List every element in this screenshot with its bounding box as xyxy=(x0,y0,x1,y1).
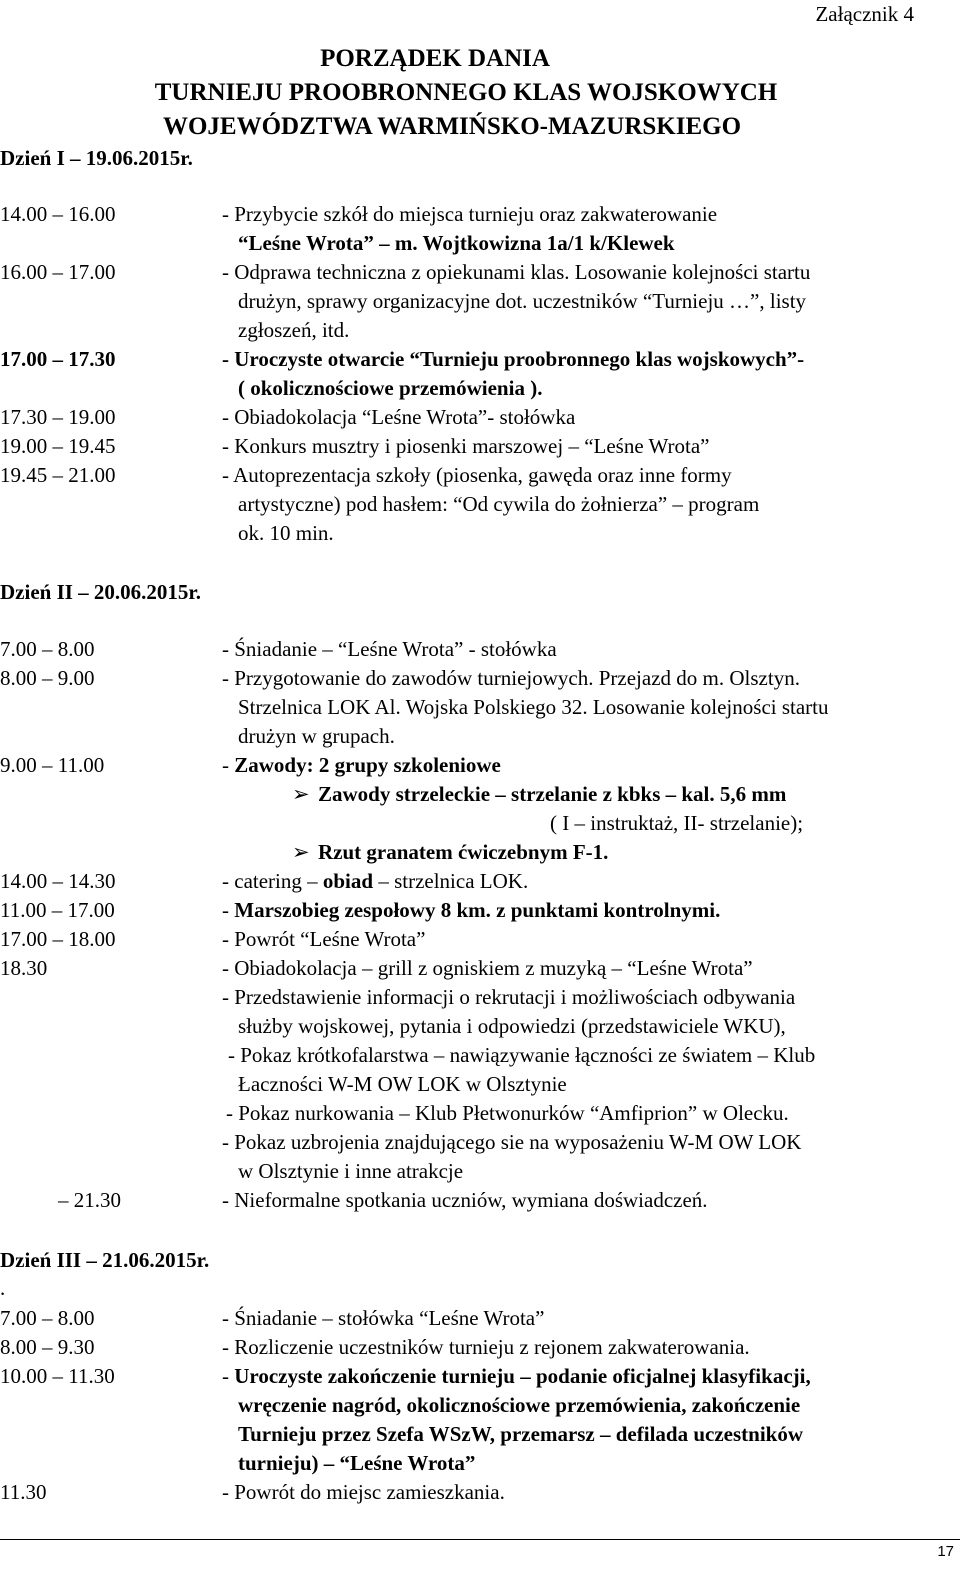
schedule-row xyxy=(0,403,960,432)
schedule-row xyxy=(0,896,960,925)
row-text: - catering – xyxy=(222,869,323,893)
arrow-bullet-icon: ➢ xyxy=(292,782,310,806)
schedule-row xyxy=(0,1304,960,1333)
bullet-item xyxy=(222,780,958,809)
row-text: Łaczności W-M OW LOK w Olsztynie xyxy=(238,1072,567,1096)
row-time: 17.00 – 18.00 xyxy=(0,927,116,951)
row-text: Zawody: 2 grupy szkoleniowe xyxy=(234,753,501,777)
title-line-3: WOJEWÓDZTWA WARMIŃSKO-MAZURSKIEGO xyxy=(162,113,742,140)
footer-separator xyxy=(0,1539,960,1540)
day3-schedule xyxy=(0,1304,960,1507)
schedule-row xyxy=(0,1186,960,1215)
document-title xyxy=(0,42,960,144)
row-prefix: - xyxy=(222,898,235,922)
row-text: wręczenie nagród, okolicznościowe przemówienia, zakończenie xyxy=(238,1393,801,1417)
schedule-row xyxy=(0,1333,960,1362)
row-time: 14.00 – 14.30 xyxy=(0,869,116,893)
page-number: 17 xyxy=(937,1543,954,1560)
day1-heading: Dzień I – 19.06.2015r. xyxy=(0,146,193,170)
schedule-row xyxy=(0,461,960,548)
row-text: Turnieju przez Szefa WSzW, przemarsz – defilada uczestników xyxy=(238,1422,804,1446)
row-time: 9.00 – 11.00 xyxy=(0,753,105,777)
title-line-1: PORZĄDEK DANIA xyxy=(320,45,550,72)
bullet-item xyxy=(222,838,958,867)
row-text: zgłoszeń, itd. xyxy=(238,318,350,342)
day3-heading: Dzień III – 21.06.2015r. xyxy=(0,1248,210,1272)
schedule-row xyxy=(0,432,960,461)
day2-schedule xyxy=(0,635,960,1215)
row-time: 19.45 – 21.00 xyxy=(0,463,116,487)
row-text: - Pokaz nurkowania – Klub Płetwonurków “Amfiprion” w Olecku. xyxy=(226,1101,789,1125)
row-text: - Nieformalne spotkania uczniów, wymiana doświadczeń. xyxy=(222,1188,708,1212)
row-time: 11.30 xyxy=(0,1480,47,1504)
row-prefix: - xyxy=(222,753,235,777)
row-note: ( I – instruktaż, II- strzelanie); xyxy=(550,811,804,835)
row-text: “Leśne Wrota” – m. Wojtkowizna 1a/1 k/Klewek xyxy=(238,231,675,255)
row-text: Strzelnica LOK Al. Wojska Polskiego 32. Losowanie kolejności startu xyxy=(238,695,829,719)
arrow-bullet-icon: ➢ xyxy=(292,840,310,864)
day1-schedule xyxy=(0,200,960,548)
row-text: ( okolicznościowe przemówienia ). xyxy=(238,376,543,400)
row-text: - Autoprezentacja szkoły (piosenka, gawęda oraz inne formy xyxy=(222,463,732,487)
schedule-row xyxy=(0,664,960,751)
schedule-row xyxy=(0,751,960,867)
row-text: - Pokaz uzbrojenia znajdującego sie na wyposażeniu W-M OW LOK xyxy=(222,1130,802,1154)
row-time: 17.30 – 19.00 xyxy=(0,405,116,429)
row-text: - Obiadokolacja “Leśne Wrota”- stołówka xyxy=(222,405,576,429)
row-text: - Rozliczenie uczestników turnieju z rejonem zakwaterowania. xyxy=(222,1335,750,1359)
row-text: - Konkurs musztry i piosenki marszowej – “Leśne Wrota” xyxy=(222,434,710,458)
row-text: turnieju) – “Leśne Wrota” xyxy=(238,1451,476,1475)
row-text: - Przedstawienie informacji o rekrutacji i możliwościach odbywania xyxy=(222,985,796,1009)
row-text: drużyn w grupach. xyxy=(238,724,395,748)
schedule-row xyxy=(0,1478,960,1507)
row-text: - Odprawa techniczna z opiekunami klas. Losowanie kolejności startu xyxy=(222,260,811,284)
row-text: Uroczyste zakończenie turnieju – podanie oficjalnej klasyfikacji, xyxy=(234,1364,811,1388)
row-text: - Powrót do miejsc zamieszkania. xyxy=(222,1480,505,1504)
row-time: 16.00 – 17.00 xyxy=(0,260,116,284)
row-text: - Śniadanie – stołówka “Leśne Wrota” xyxy=(222,1306,545,1330)
schedule-row xyxy=(0,867,960,896)
annex-label: Załącznik 4 xyxy=(815,2,914,26)
row-text: – strzelnica LOK. xyxy=(373,869,529,893)
row-text: - Śniadanie – “Leśne Wrota” - stołówka xyxy=(222,637,557,661)
row-time: – 21.30 xyxy=(58,1188,121,1212)
row-time: 10.00 – 11.30 xyxy=(0,1364,115,1388)
row-time: 7.00 – 8.00 xyxy=(0,1306,95,1330)
row-text: - Obiadokolacja – grill z ogniskiem z muzyką – “Leśne Wrota” xyxy=(222,956,753,980)
row-text: - Przygotowanie do zawodów turniejowych. Przejazd do m. Olsztyn. xyxy=(222,666,800,690)
schedule-row xyxy=(0,1362,960,1478)
schedule-row xyxy=(0,200,960,258)
row-text: - Pokaz krótkofalarstwa – nawiązywanie łączności ze światem – Klub xyxy=(228,1043,816,1067)
row-time: 11.00 – 17.00 xyxy=(0,898,115,922)
row-text: ok. 10 min. xyxy=(238,521,334,545)
title-line-2: TURNIEJU PROOBRONNEGO KLAS WOJSKOWYCH xyxy=(154,79,778,106)
row-time: 8.00 – 9.00 xyxy=(0,666,95,690)
row-text: drużyn, sprawy organizacyjne dot. uczestników “Turnieju …”, listy xyxy=(238,289,807,313)
day2-heading: Dzień II – 20.06.2015r. xyxy=(0,580,202,604)
schedule-row xyxy=(0,954,960,1186)
row-text: w Olsztynie i inne atrakcje xyxy=(238,1159,464,1183)
row-prefix: - xyxy=(222,1364,235,1388)
row-text-bold: obiad xyxy=(322,869,374,893)
row-text: - Powrót “Leśne Wrota” xyxy=(222,927,426,951)
stray-dot: . xyxy=(0,1276,6,1300)
row-text: służby wojskowej, pytania i odpowiedzi (przedstawiciele WKU), xyxy=(238,1014,786,1038)
row-time: 18.30 xyxy=(0,956,48,980)
schedule-row xyxy=(0,258,960,345)
row-time: 7.00 – 8.00 xyxy=(0,637,95,661)
row-text: - Przybycie szkół do miejsca turnieju oraz zakwaterowanie xyxy=(222,202,718,226)
schedule-row xyxy=(0,925,960,954)
row-time: 17.00 – 17.30 xyxy=(0,347,116,371)
row-time: 19.00 – 19.45 xyxy=(0,434,116,458)
bullet-text: Rzut granatem ćwiczebnym F-1. xyxy=(318,840,609,864)
row-time: 14.00 – 16.00 xyxy=(0,202,116,226)
row-time: 8.00 – 9.30 xyxy=(0,1335,95,1359)
bullet-text: Zawody strzeleckie – strzelanie z kbks – kal. 5,6 mm xyxy=(318,782,787,806)
schedule-row xyxy=(0,345,960,403)
row-text: Marszobieg zespołowy 8 km. z punktami kontrolnymi. xyxy=(234,898,721,922)
row-text: - Uroczyste otwarcie “Turnieju proobronnego klas wojskowych”- xyxy=(222,347,805,371)
row-text: artystyczne) pod hasłem: “Od cywila do żołnierza” – program xyxy=(238,492,760,516)
schedule-row xyxy=(0,635,960,664)
